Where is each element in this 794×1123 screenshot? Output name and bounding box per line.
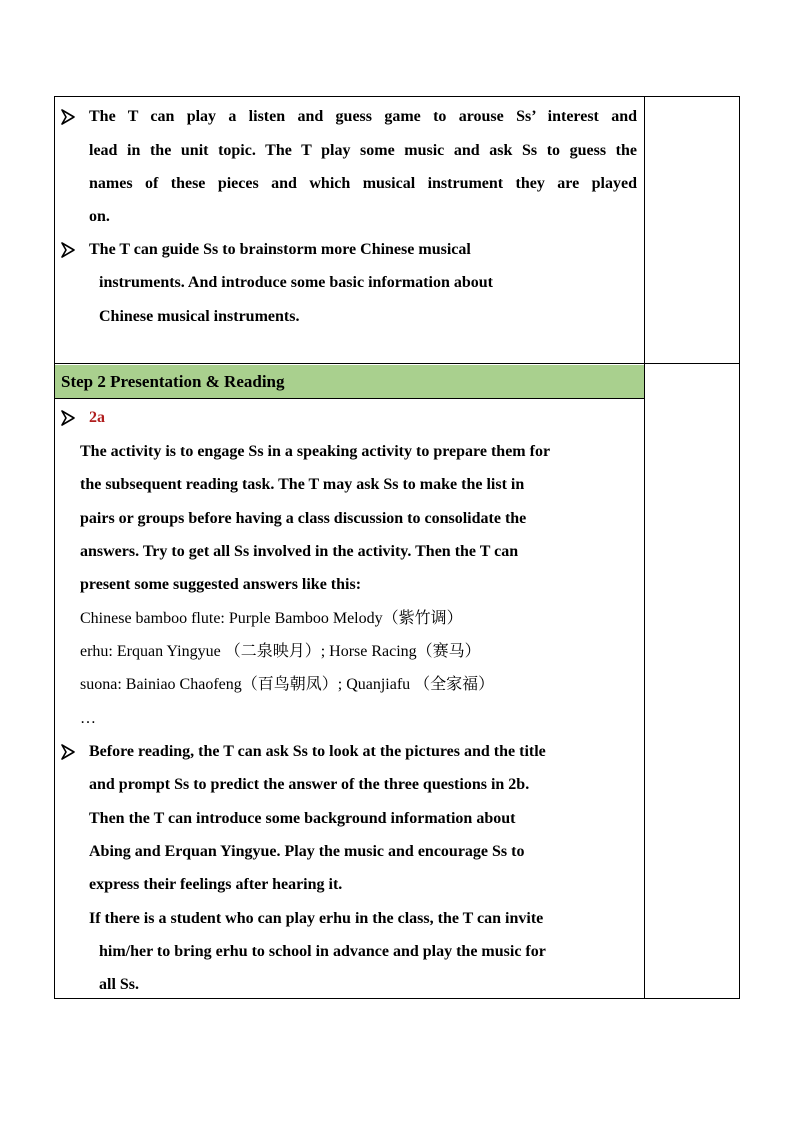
bullet-arrow-icon <box>61 242 75 258</box>
answer-erhu: erhu: Erquan Yingyue （二泉映月）; Horse Racing（赛马） <box>80 643 481 660</box>
step1-bullet1-line2: lead in the unit topic. The T play some music and ask Ss to guess the <box>89 142 637 159</box>
row-divider <box>55 363 739 364</box>
step2-para-line5: present some suggested answers like this: <box>80 576 362 593</box>
extra-line1: If there is a student who can play erhu in the class, the T can invite <box>89 910 544 927</box>
step2-para-line1: The activity is to engage Ss in a speaking activity to prepare them for <box>80 443 551 460</box>
extra-line2: him/her to bring erhu to school in advance and play the music for <box>99 943 546 960</box>
step1-bullet2-line3: Chinese musical instruments. <box>99 308 300 325</box>
step2-bullet2-line4: Abing and Erquan Yingyue. Play the music and encourage Ss to <box>89 843 525 860</box>
step2-para-line4: answers. Try to get all Ss involved in the activity. Then the T can <box>80 543 519 560</box>
step2-para-line2: the subsequent reading task. The T may ask Ss to make the list in <box>80 476 525 493</box>
step2-para-line3: pairs or groups before having a class discussion to consolidate the <box>80 510 527 527</box>
step2-bullet2-line1: Before reading, the T can ask Ss to look at the pictures and the title <box>89 743 546 760</box>
step1-bullet1-line3: names of these pieces and which musical instrument they are played <box>89 175 637 192</box>
step2-bullet2-line2: and prompt Ss to predict the answer of the three questions in 2b. <box>89 776 530 793</box>
answer-bamboo-flute: Chinese bamboo flute: Purple Bamboo Melody（紫竹调） <box>80 610 463 627</box>
column-divider <box>644 97 645 998</box>
bullet-arrow-icon <box>61 410 75 426</box>
step2-bullet2-line3: Then the T can introduce some background information about <box>89 810 516 827</box>
step2-header: Step 2 Presentation & Reading <box>61 372 285 391</box>
answer-ellipsis: … <box>80 710 96 727</box>
step1-bullet2-line1: The T can guide Ss to brainstorm more Chinese musical <box>89 241 471 258</box>
step2-bullet2-line5: express their feelings after hearing it. <box>89 876 343 893</box>
bullet-arrow-icon <box>61 109 75 125</box>
answer-suona: suona: Bainiao Chaofeng（百鸟朝凤）; Quanjiafu （全家福） <box>80 676 495 693</box>
header-bottom-divider <box>55 398 645 399</box>
step1-bullet2-line2: instruments. And introduce some basic information about <box>99 274 493 291</box>
bullet-arrow-icon <box>61 744 75 760</box>
step1-bullet1-line4: on. <box>89 208 110 225</box>
step1-bullet1-line1: The T can play a listen and guess game to arouse Ss’ interest and <box>89 108 637 125</box>
extra-line3: all Ss. <box>99 976 140 993</box>
activity-2a-label: 2a <box>89 409 105 426</box>
